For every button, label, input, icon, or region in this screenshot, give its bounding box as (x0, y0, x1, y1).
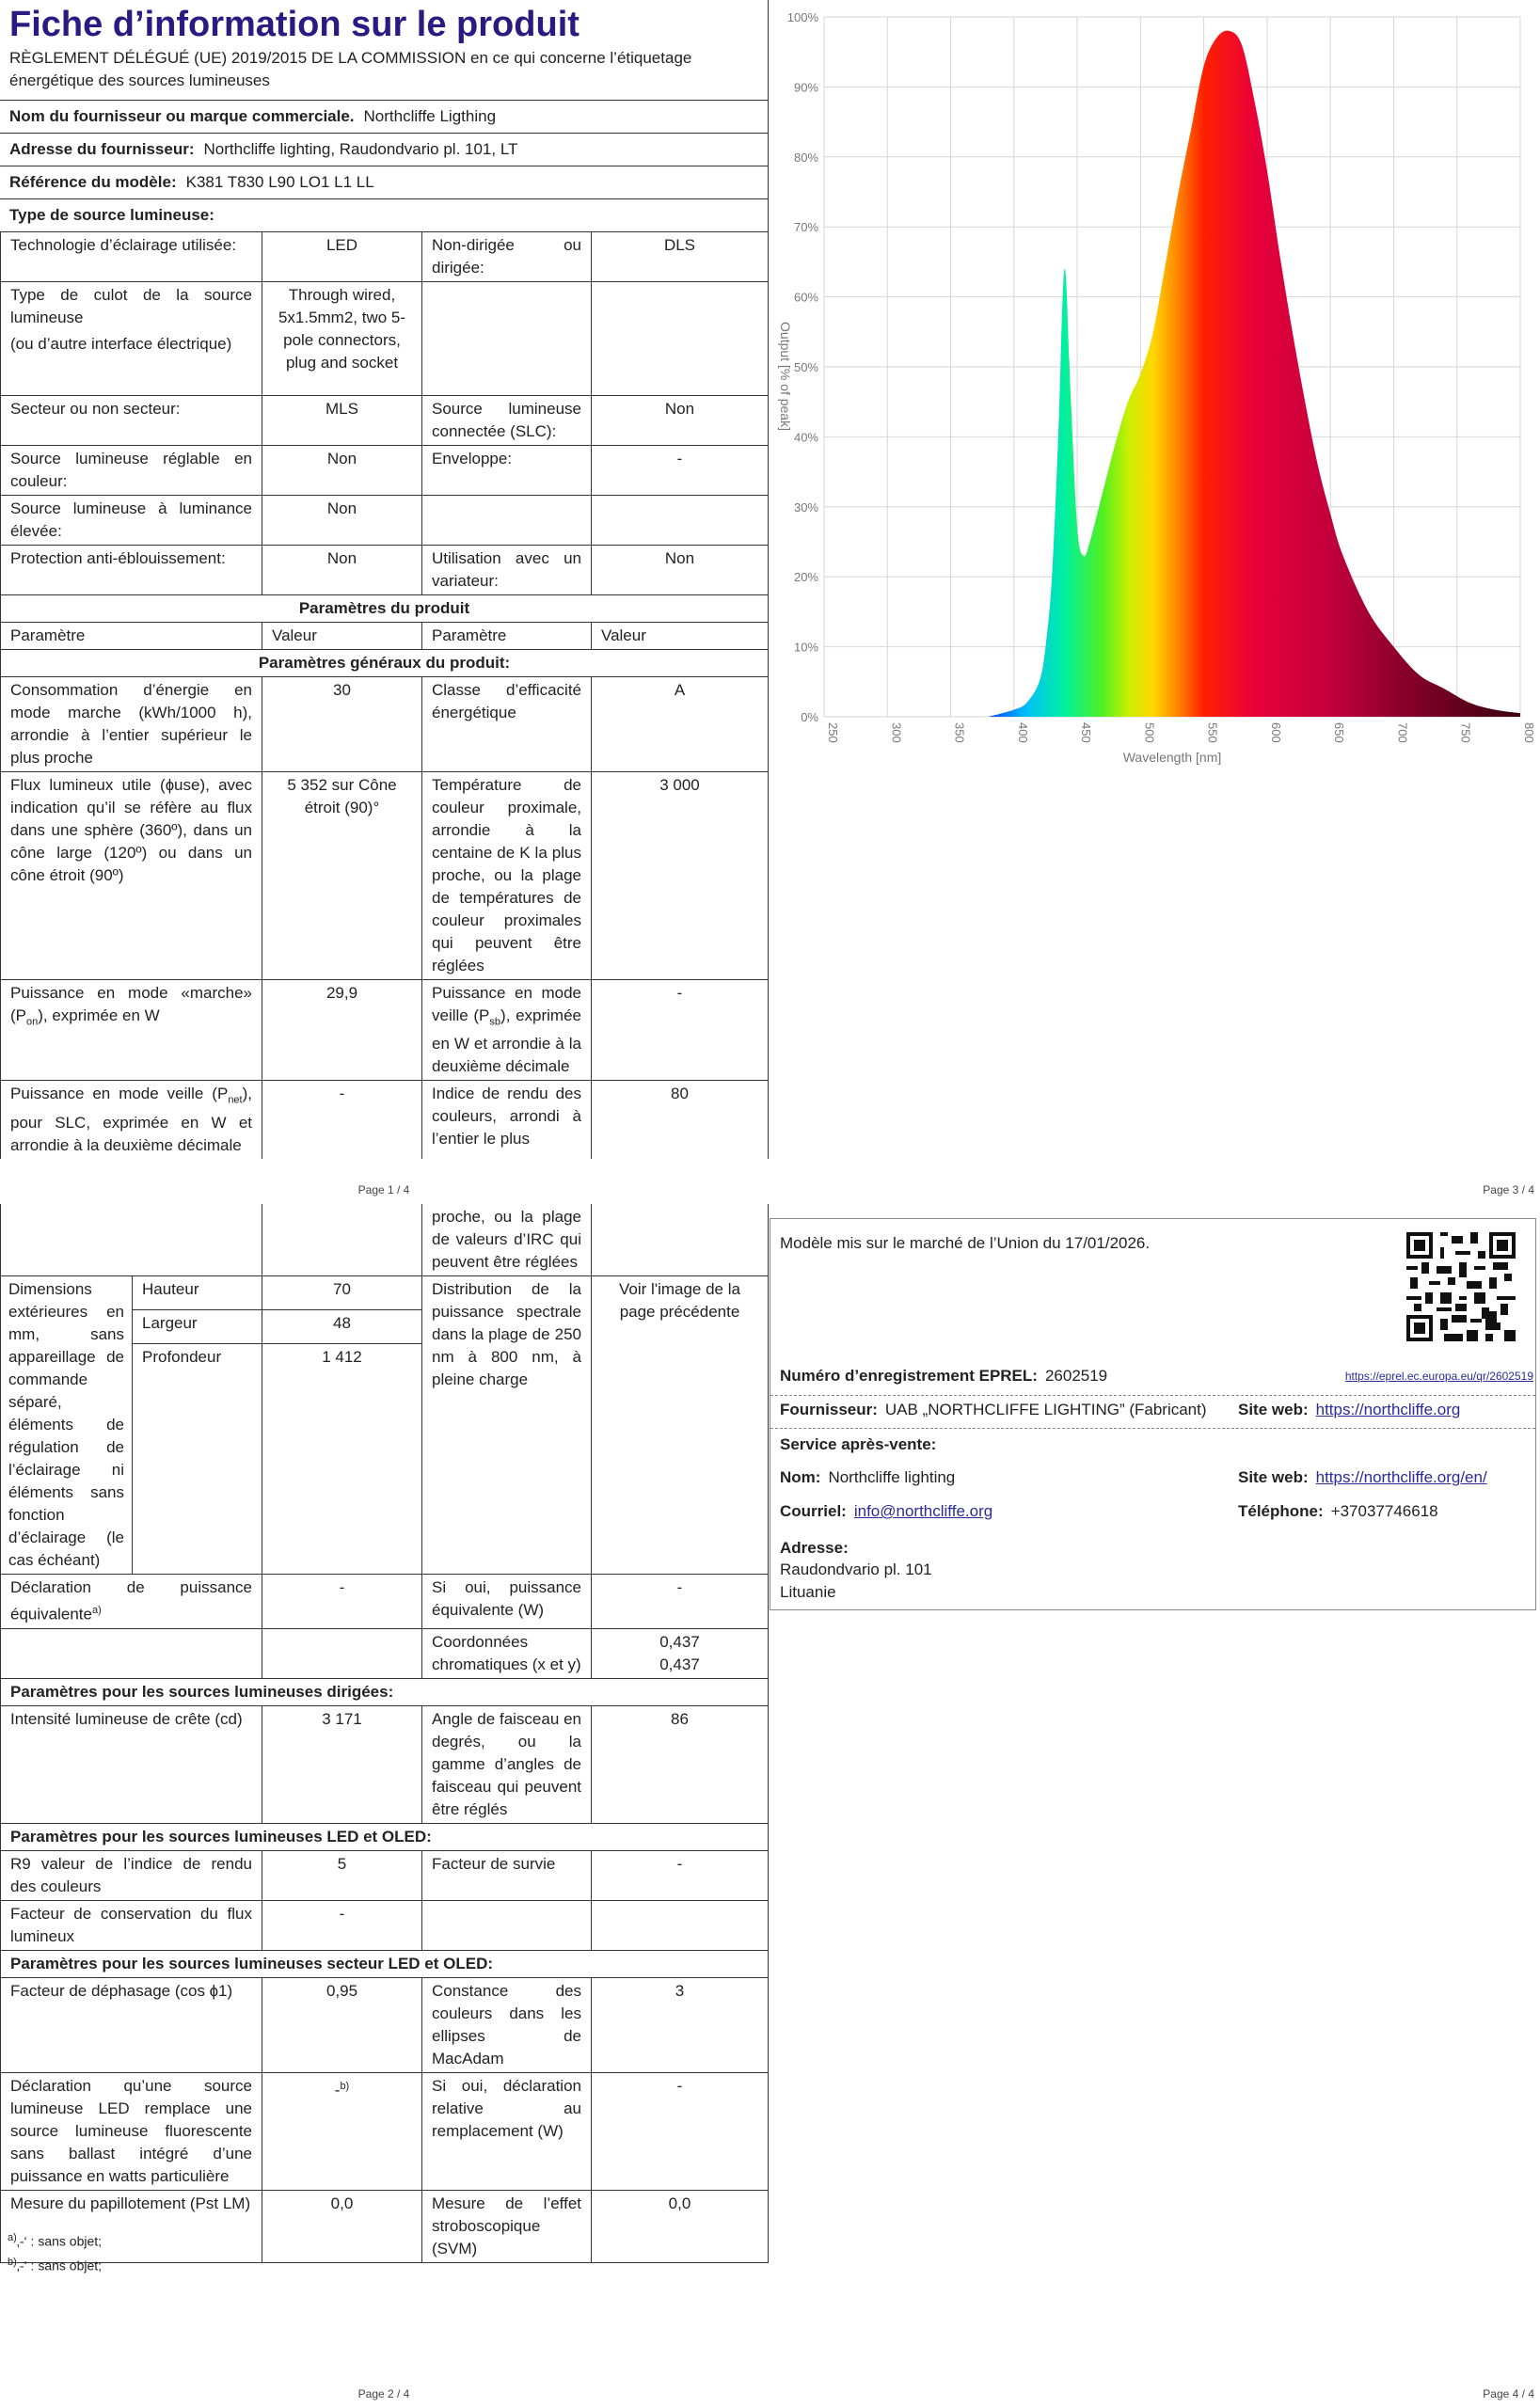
table-row (1, 1850, 769, 1900)
email-link[interactable]: info@northcliffe.org (853, 1502, 993, 1520)
after-sales-title: Service après-vente: (780, 1435, 937, 1453)
email-row (780, 1500, 992, 1523)
section-header (1, 1678, 769, 1705)
param-value (592, 1628, 769, 1678)
led-params-title: Paramètres pour les sources lumineuses LED et OLED: (1, 1823, 769, 1850)
column-header-row (1, 623, 769, 650)
page-title: Fiche d’information sur le produit (9, 5, 579, 44)
section-header (1, 1950, 769, 1977)
y-axis-label: Output [% of peak] (778, 322, 793, 431)
param-value: - (592, 446, 769, 496)
param-value: - (262, 1081, 422, 1159)
eprel-label: Numéro d’enregistrement EPREL: (780, 1367, 1038, 1385)
address-label: Adresse: (780, 1539, 849, 1557)
x-tick-label: 800 (1522, 722, 1536, 743)
empty-cell (262, 1204, 422, 1276)
supplier-name-row (0, 101, 768, 134)
param-value: - (262, 1900, 422, 1950)
param-value: 29,9 (262, 980, 422, 1081)
footnotes (8, 2227, 102, 2275)
empty-cell (592, 282, 769, 396)
param-label: Technologie d’éclairage utilisée: (1, 232, 262, 282)
table-row (1, 1204, 769, 1276)
product-sheet-part2 (0, 1204, 769, 2263)
param-label: Non-dirigée ou dirigée: (422, 232, 592, 282)
model-value: K381 T830 L90 LO1 L1 LL (185, 173, 374, 191)
phone-value: +37037746618 (1330, 1502, 1438, 1520)
y-tick-label: 0% (801, 710, 818, 724)
height-label: Hauteur (133, 1276, 262, 1310)
name-value: Northcliffe lighting (828, 1468, 956, 1486)
param-label: Utilisation avec un variateur: (422, 546, 592, 595)
product-sheet-part1 (0, 0, 769, 1159)
table-row (1, 496, 769, 546)
param-label: Classe d’efficacité énergétique (422, 677, 592, 772)
mains-params-title: Paramètres pour les sources lumineuses secteur LED et OLED: (1, 1950, 769, 1977)
y-tick-label: 60% (793, 290, 818, 305)
empty-cell (1, 1628, 262, 1678)
divider (770, 1395, 1535, 1396)
text-part: Puissance en mode «marche» (P (10, 984, 252, 1024)
param-label: R9 valeur de l’indice de rendu des couleurs (1, 1850, 262, 1900)
param-value: A (592, 677, 769, 772)
param-label: Intensité lumineuse de crête (cd) (1, 1705, 262, 1823)
param-label (1, 1575, 262, 1629)
empty-cell (592, 1900, 769, 1950)
phone-row (1238, 1500, 1438, 1523)
x-tick-label: 550 (1205, 722, 1220, 743)
page-2 (0, 1204, 768, 2408)
param-label: Coordonnées chromatiques (x et y) (422, 1628, 592, 1678)
y-tick-label: 80% (793, 150, 818, 165)
table-row (1, 2190, 769, 2262)
param-label: Flux lumineux utile (ɸuse), avec indication qu’il se réfère au flux dans une sphère (360º), dans un cône large (120º) ou dans un cône étroit (90º) (1, 772, 262, 980)
y-tick-label: 50% (793, 360, 818, 374)
divider (770, 1428, 1535, 1429)
empty-cell (1, 1204, 262, 1276)
depth-value: 1 412 (262, 1344, 422, 1575)
chroma-x-value: 0,437 (659, 1632, 700, 1651)
footnote-text: ‚-‘ : sans objet; (16, 2233, 103, 2249)
param-label (1, 1081, 262, 1159)
page-number: Page 2 / 4 (357, 2387, 410, 2400)
address-label: Adresse du fournisseur: (9, 140, 195, 158)
service-website-row (1238, 1466, 1487, 1489)
subscript: on (26, 1016, 39, 1028)
column-header: Paramètre (422, 623, 592, 650)
empty-cell (422, 496, 592, 546)
footnote-mark: b) (8, 2256, 17, 2268)
table-row (1, 1977, 769, 2072)
param-label: Facteur de conservation du flux lumineux (1, 1900, 262, 1950)
placed-on-market-text: Modèle mis sur le marché de l’Union du 17/01/2026. (780, 1234, 1151, 1252)
param-label: Angle de faisceau en degrés, ou la gamme d’angles de faisceau qui peuvent être réglés (422, 1705, 592, 1823)
table-row (1, 1900, 769, 1950)
x-tick-label: 300 (889, 722, 904, 743)
eprel-row (780, 1365, 1107, 1387)
footnote-mark: a) (91, 1605, 102, 1616)
table-row (1, 446, 769, 496)
type-label: Type de source lumineuse: (9, 206, 214, 224)
text-part: Puissance en mode veille (P (432, 984, 581, 1024)
service-name-row (780, 1466, 955, 1489)
param-value: - (592, 980, 769, 1081)
param-label: Protection anti-éblouissement: (1, 546, 262, 595)
footnote-mark: a) (8, 2232, 17, 2243)
section-header (1, 1823, 769, 1850)
table-row (1, 232, 769, 282)
x-tick-label: 450 (1079, 722, 1094, 743)
x-tick-label: 750 (1458, 722, 1473, 743)
text-part: ), pour SLC, exprimée en W et arrondie à la deuxième décimale (10, 1085, 252, 1154)
email-label: Courriel: (780, 1502, 847, 1520)
param-value: 3 (592, 1977, 769, 2072)
height-value: 70 (262, 1276, 422, 1310)
text-part: ), exprimée en W et arrondie à la deuxième décimale (432, 1006, 581, 1076)
table-row (1, 980, 769, 1081)
table-row (1, 282, 769, 396)
param-value: 0,0 (262, 2190, 422, 2262)
param-value: MLS (262, 396, 422, 446)
text-part: Déclaration de puissance équivalente (10, 1578, 252, 1624)
param-value: - (592, 2072, 769, 2190)
y-tick-label: 10% (793, 640, 818, 655)
param-value: 30 (262, 677, 422, 772)
param-value: LED (262, 232, 422, 282)
footnote-a (8, 2227, 102, 2252)
table-row (1, 396, 769, 446)
cap-type-label: Type de culot de la source lumineuse (10, 286, 252, 326)
product-table-part2 (0, 1204, 769, 2263)
param-label: Consommation d’énergie en mode marche (kWh/1000 h), arrondie à l’entier supérieur le plus proche (1, 677, 262, 772)
section-header (1, 595, 769, 623)
param-value: 5 (262, 1850, 422, 1900)
table-row (1, 1575, 769, 1629)
dimensions-label: Dimensions extérieures en mm, sans appareillage de commande séparé, éléments de régulation de l’éclairage ni éléments sans fonction d’éclairage (le cas échéant) (1, 1276, 133, 1575)
param-value: Non (262, 496, 422, 546)
table-row (1, 2072, 769, 2190)
param-label (422, 980, 592, 1081)
x-tick-label: 650 (1332, 722, 1347, 743)
website-link[interactable]: https://northcliffe.org/en/ (1315, 1468, 1487, 1486)
spd-label: Distribution de la puissance spectrale dans la plage de 250 nm à 800 nm, à pleine charge (422, 1276, 592, 1575)
website-label: Site web: (1238, 1401, 1309, 1418)
product-table-part1 (0, 231, 769, 1159)
param-label: Facteur de déphasage (cos ɸ1) (1, 1977, 262, 2072)
param-label: Secteur ou non secteur: (1, 396, 262, 446)
param-label: Source lumineuse réglable en couleur: (1, 446, 262, 496)
empty-cell (422, 282, 592, 396)
model-row (0, 166, 768, 199)
param-label: Enveloppe: (422, 446, 592, 496)
param-value: 5 352 sur Cône étroit (90)° (262, 772, 422, 980)
supplier-label: Fournisseur: (780, 1401, 878, 1418)
x-tick-label: 250 (826, 722, 840, 743)
footnote-mark: b) (340, 2080, 350, 2092)
cap-type-sublabel: (ou d’autre interface électrique) (10, 335, 232, 353)
table-row (1, 546, 769, 595)
column-header: Valeur (262, 623, 422, 650)
empty-cell (422, 1900, 592, 1950)
param-value: Non (262, 546, 422, 595)
param-value: 3 171 (262, 1705, 422, 1823)
y-tick-label: 40% (793, 430, 818, 445)
table-row (1, 1276, 769, 1310)
supplier-website-row (1238, 1399, 1460, 1421)
param-value: Non (592, 546, 769, 595)
column-header: Paramètre (1, 623, 262, 650)
x-tick-labels (826, 722, 1536, 743)
address-line-2: Lituanie (780, 1583, 836, 1601)
model-label: Référence du modèle: (9, 173, 177, 191)
chroma-y-value: 0,437 (659, 1655, 700, 1673)
y-tick-label: 20% (793, 570, 818, 585)
param-label: Si oui, puissance équivalente (W) (422, 1575, 592, 1629)
table-row (1, 677, 769, 772)
param-value: - (592, 1575, 769, 1629)
spd-value: Voir l'image de la page précédente (592, 1276, 769, 1575)
page-number: Page 4 / 4 (1483, 2387, 1534, 2400)
x-tick-label: 500 (1142, 722, 1157, 743)
param-value: - (262, 1575, 422, 1629)
width-value: 48 (262, 1310, 422, 1344)
supplier-value: UAB „NORTHCLIFFE LIGHTING” (Fabricant) (884, 1401, 1207, 1418)
type-row (0, 199, 768, 231)
empty-cell (592, 1204, 769, 1276)
general-params-title: Paramètres généraux du produit: (1, 650, 769, 677)
param-value: Through wired, 5x1.5mm2, two 5-pole connectors, plug and socket (262, 282, 422, 396)
param-label: Mesure du papillotement (Pst LM) (1, 2190, 262, 2262)
x-tick-label: 700 (1395, 722, 1410, 743)
y-tick-label: 90% (793, 80, 818, 95)
param-value: - (592, 1850, 769, 1900)
param-value: 86 (592, 1705, 769, 1823)
param-label: Si oui, déclaration relative au remplacement (W) (422, 2072, 592, 2190)
website-link[interactable]: https://northcliffe.org (1315, 1401, 1461, 1418)
param-value: Non (592, 396, 769, 446)
param-label: Indice de rendu des couleurs, arrondi à l’entier le plus (422, 1081, 592, 1159)
param-label: Température de couleur proximale, arrondie à la centaine de K la plus proche, ou la plage de températures de couleur proximales qui peuvent être réglées (422, 772, 592, 980)
subscript: net (228, 1094, 243, 1106)
table-row (1, 772, 769, 980)
spectral-chart (768, 0, 1540, 771)
y-tick-label: 30% (793, 499, 818, 515)
address-value: Northcliffe lighting, Raudondvario pl. 101, LT (203, 140, 518, 158)
qr-code-icon[interactable] (1406, 1232, 1516, 1341)
supplier-label: Nom du fournisseur ou marque commerciale. (9, 107, 355, 125)
param-value: 3 000 (592, 772, 769, 980)
table-row (1, 1628, 769, 1678)
param-value (262, 2072, 422, 2190)
section-header (1, 650, 769, 677)
param-label (1, 282, 262, 396)
footnote-b (8, 2252, 102, 2276)
column-header: Valeur (592, 623, 769, 650)
param-label: Déclaration qu’une source lumineuse LED remplace une source lumineuse fluorescente sans ballast intégré d’une puissance en watts particulière (1, 2072, 262, 2190)
param-label: Constance des couleurs dans les ellipses de MacAdam (422, 1977, 592, 2072)
table-row (1, 1705, 769, 1823)
param-label: Mesure de l’effet stroboscopique (SVM) (422, 2190, 592, 2262)
name-label: Nom: (780, 1468, 821, 1486)
x-tick-label: 600 (1268, 722, 1283, 743)
param-label: Source lumineuse connectée (SLC): (422, 396, 592, 446)
supplier-address-row (0, 134, 768, 166)
page-4 (768, 1204, 1540, 2408)
param-label: Source lumineuse à luminance élevée: (1, 496, 262, 546)
subscript: sb (489, 1016, 501, 1028)
text-part: - (334, 2081, 341, 2099)
x-tick-label: 400 (1015, 722, 1030, 743)
y-tick-label: 70% (793, 220, 818, 235)
phone-label: Téléphone: (1238, 1502, 1324, 1520)
width-label: Largeur (133, 1310, 262, 1344)
empty-cell (262, 1628, 422, 1678)
directed-params-title: Paramètres pour les sources lumineuses dirigées: (1, 1678, 769, 1705)
text-part: Puissance en mode veille (P (10, 1085, 229, 1103)
param-value: 0,0 (592, 2190, 769, 2262)
footnote-text: ‚-‘ : sans objet; (16, 2258, 103, 2273)
page-number: Page 1 / 4 (357, 1183, 410, 1196)
regulation-text: RÈGLEMENT DÉLÉGUÉ (UE) 2019/2015 DE LA COMMISSION en ce qui concerne l’étiquetage énergétique des sources lumineuses (0, 47, 768, 101)
eprel-link[interactable]: https://eprel.ec.europa.eu/qr/2602519 (1344, 1370, 1533, 1383)
params-title: Paramètres du produit (1, 595, 769, 623)
page-number: Page 3 / 4 (1483, 1183, 1534, 1196)
empty-cell (592, 496, 769, 546)
param-value: DLS (592, 232, 769, 282)
param-label-continued: proche, ou la plage de valeurs d’IRC qui peuvent être réglées (422, 1204, 592, 1276)
address-line-1: Raudondvario pl. 101 (780, 1560, 932, 1578)
page-1 (0, 0, 768, 1204)
param-label: Facteur de survie (422, 1850, 592, 1900)
text-part: ), exprimée en W (38, 1006, 160, 1024)
eprel-number: 2602519 (1044, 1367, 1108, 1385)
supplier-row (780, 1399, 1207, 1421)
supplier-value: Northcliffe Ligthing (363, 107, 497, 125)
param-label (1, 980, 262, 1081)
depth-label: Profondeur (133, 1344, 262, 1575)
table-row (1, 1081, 769, 1159)
page-3 (768, 0, 1540, 1204)
y-tick-label: 100% (786, 10, 818, 24)
param-value: 0,95 (262, 1977, 422, 2072)
param-value: Non (262, 446, 422, 496)
website-label: Site web: (1238, 1468, 1309, 1486)
param-value: 80 (592, 1081, 769, 1159)
registration-box (770, 1218, 1536, 1610)
x-tick-label: 350 (952, 722, 967, 743)
x-axis-label: Wavelength [nm] (1122, 750, 1222, 765)
